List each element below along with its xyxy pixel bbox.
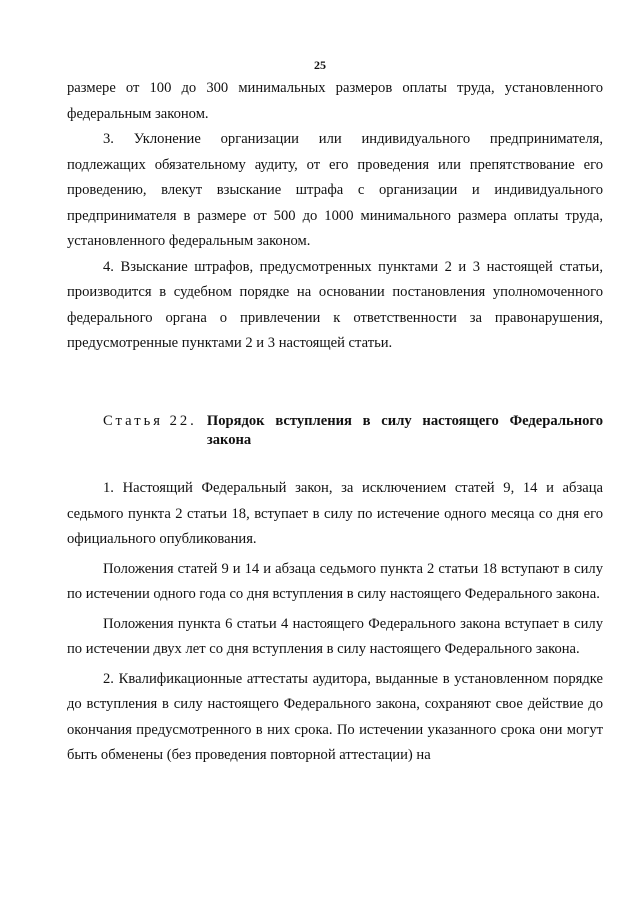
article-label: Статья 22.: [103, 413, 197, 429]
paragraph-clause-1: 1. Настоящий Федеральный закон, за исключением статей 9, 14 и абзаца седьмого пункта 2 статьи 18, вступает в силу по истечение одного месяца со дня его официального опубликования.: [67, 480, 603, 547]
page-number: 25: [314, 58, 326, 72]
paragraph-continuation: размере от 100 до 300 минимальных размеров оплаты труда, установленного федеральным законом.: [67, 80, 603, 122]
article-heading: [103, 412, 603, 450]
paragraph-item-3: 3. Уклонение организации или индивидуального предпринимателя, подлежащих обязательному аудиту, от его проведения или препятствование его проведению, влекут взыскание штрафа с организации и индивидуального предпринимателя в размере от 500 до 1000 минимального размера оплаты труда, установленного федеральным законом.: [67, 131, 603, 249]
paragraph-clause-1-part-2: Положения статей 9 и 14 и абзаца седьмого пункта 2 статьи 18 вступают в силу по истечении одного года со дня вступления в силу настоящего Федерального закона.: [67, 560, 603, 602]
section-lower: [67, 476, 603, 773]
section-upper: [67, 76, 603, 357]
paragraph-item-4: 4. Взыскание штрафов, предусмотренных пунктами 2 и 3 настоящей статьи, производится в судебном порядке на основании постановления уполномоченного федерального органа о привлечении к ответственности за правонарушения, предусмотренные пунктами 2 и 3 настоящей статьи.: [67, 258, 603, 351]
article-title: Порядок вступления в силу настоящего Федерального закона: [206, 413, 603, 448]
paragraph-clause-2: 2. Квалификационные аттестаты аудитора, выданные в установленном порядке до вступления в силу настоящего Федерального закона, сохраняют свое действие до окончания предусмотренного в них срока. По истечении указанного срока они могут быть обменены (без проведения повторной аттестации) на: [67, 670, 603, 763]
paragraph-clause-1-part-3: Положения пункта 6 статьи 4 настоящего Федерального закона вступает в силу по истечении двух лет со дня вступления в силу настоящего Федерального закона.: [67, 615, 603, 657]
